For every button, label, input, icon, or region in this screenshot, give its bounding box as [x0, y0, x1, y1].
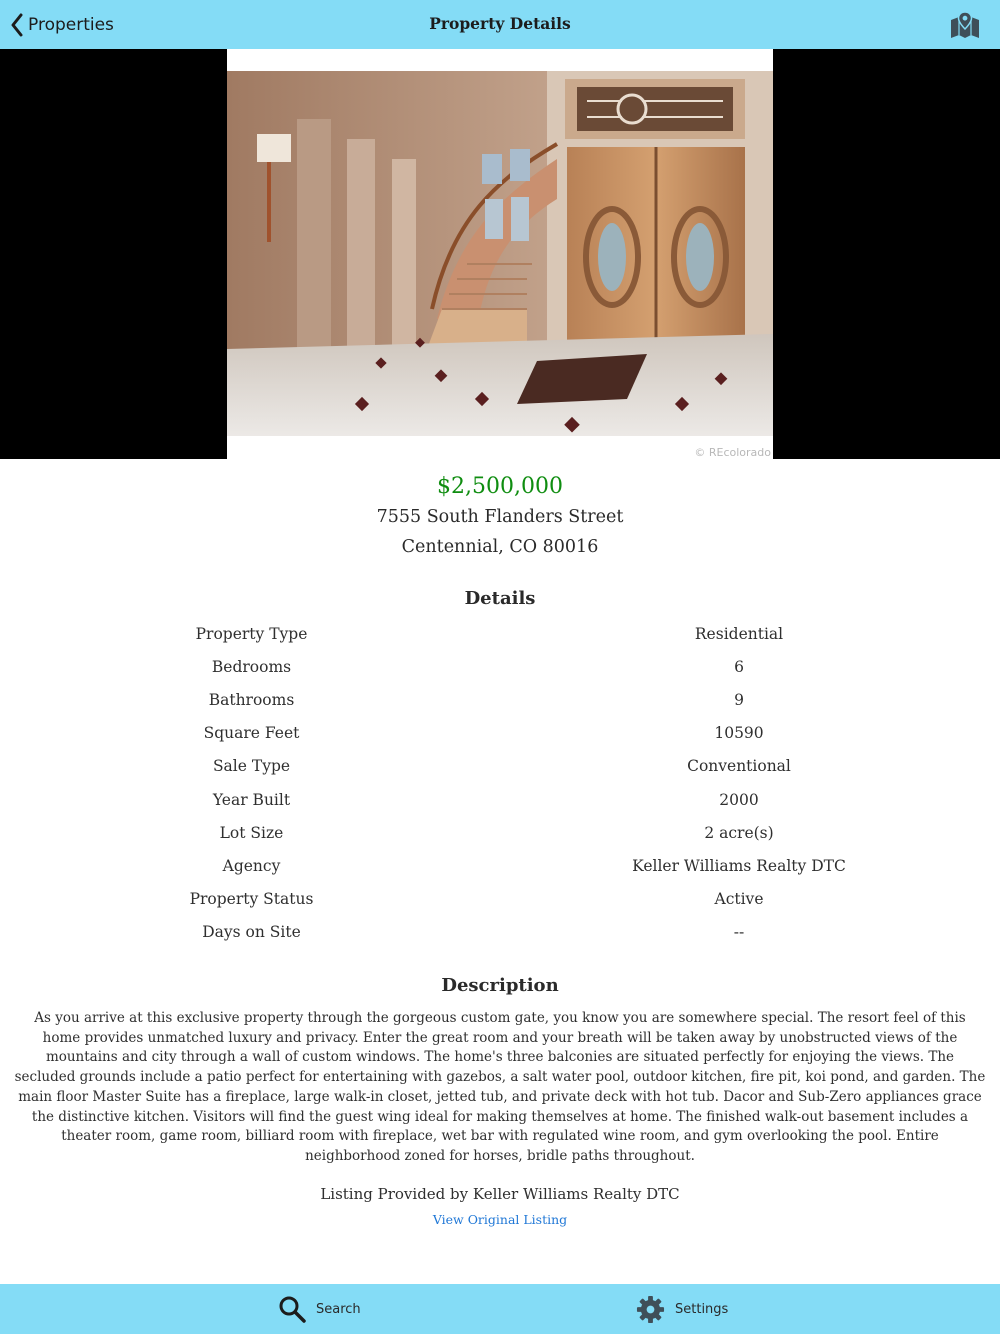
description-heading: Description: [441, 975, 559, 996]
detail-label: Property Type: [195, 624, 308, 643]
description-text: As you arrive at this exclusive property through the gorgeous custom gate, you know you are somewhere special. The resort feel of this home provides unmatched luxury and privacy. Enter the great room and your breath will be taken away by unobstructed views of the mountains and city through a wall of custom windows. The home's three balconies are situated perfectly for enjoying the views. The secluded grounds include a patio perfect for entertaining with gazebos, a salt water pool, outdoor kitchen, fire pit, koi pond, and garden. The main floor Master Suite has a fireplace, large walk-in closet, jetted tub, and private deck with hot tub. Dacor and Sub-Zero appliances grace the distinctive kitchen. Visitors will find the guest wing ideal for making themselves at home. The finished walk-out basement includes a theater room, game room, billiard room with fireplace, wet bar with regulated wine room, and gym overlooking the pool. Entire neighborhood zoned for horses, bridle paths throughout.: [14, 1010, 986, 1164]
property-photo[interactable]: [227, 49, 773, 459]
details-heading: Details: [464, 588, 536, 609]
detail-value: --: [733, 923, 745, 942]
detail-row: [0, 617, 1000, 650]
city-state-zip: Centennial, CO 80016: [401, 537, 599, 557]
listing-provider: Listing Provided by Keller Williams Realty DTC: [320, 1185, 680, 1203]
tab-bar: [0, 1284, 1000, 1334]
detail-label: Agency: [222, 856, 281, 875]
nav-bar: [0, 0, 1000, 49]
detail-value: Keller Williams Realty DTC: [632, 856, 846, 875]
photo-band: [0, 49, 1000, 459]
map-pin-icon: [950, 11, 980, 39]
detail-label: Bedrooms: [211, 657, 292, 676]
page-title: Property Details: [429, 14, 571, 33]
foyer-image: [227, 49, 773, 459]
detail-row: [0, 650, 1000, 683]
tab-search[interactable]: [278, 1294, 361, 1324]
detail-row: [0, 783, 1000, 816]
detail-label: Lot Size: [219, 823, 284, 842]
tab-settings[interactable]: [636, 1294, 728, 1324]
tab-settings-label: Settings: [675, 1301, 729, 1317]
detail-value: 6: [734, 657, 744, 676]
detail-label: Property Status: [189, 890, 314, 909]
detail-value: 10590: [714, 724, 764, 743]
detail-row: [0, 883, 1000, 916]
view-original-listing-link[interactable]: View Original Listing: [432, 1212, 568, 1227]
detail-label: Year Built: [212, 790, 291, 809]
detail-label: Bathrooms: [208, 690, 295, 709]
detail-row: [0, 683, 1000, 716]
tab-search-label: Search: [316, 1301, 361, 1317]
price: $2,500,000: [437, 474, 563, 499]
map-button[interactable]: [950, 11, 980, 39]
detail-row: [0, 849, 1000, 882]
street-address: 7555 South Flanders Street: [376, 507, 624, 527]
detail-value: Conventional: [687, 757, 791, 776]
detail-value: Residential: [694, 624, 784, 643]
detail-value: 2000: [719, 790, 759, 809]
gear-icon: [636, 1295, 665, 1324]
search-icon: [278, 1295, 306, 1323]
detail-row: [0, 717, 1000, 750]
listing-summary: [0, 472, 1000, 562]
detail-label: Days on Site: [202, 923, 301, 942]
detail-row: [0, 916, 1000, 949]
back-button-label: Properties: [28, 15, 114, 35]
detail-row: [0, 750, 1000, 783]
detail-row: [0, 816, 1000, 849]
detail-value: Active: [714, 890, 764, 909]
details-table: [0, 617, 1000, 949]
photo-credit: © REcolorado: [694, 446, 771, 459]
detail-label: Sale Type: [212, 757, 291, 776]
detail-value: 9: [734, 690, 744, 709]
detail-label: Square Feet: [203, 724, 300, 743]
detail-value: 2 acre(s): [704, 823, 774, 842]
